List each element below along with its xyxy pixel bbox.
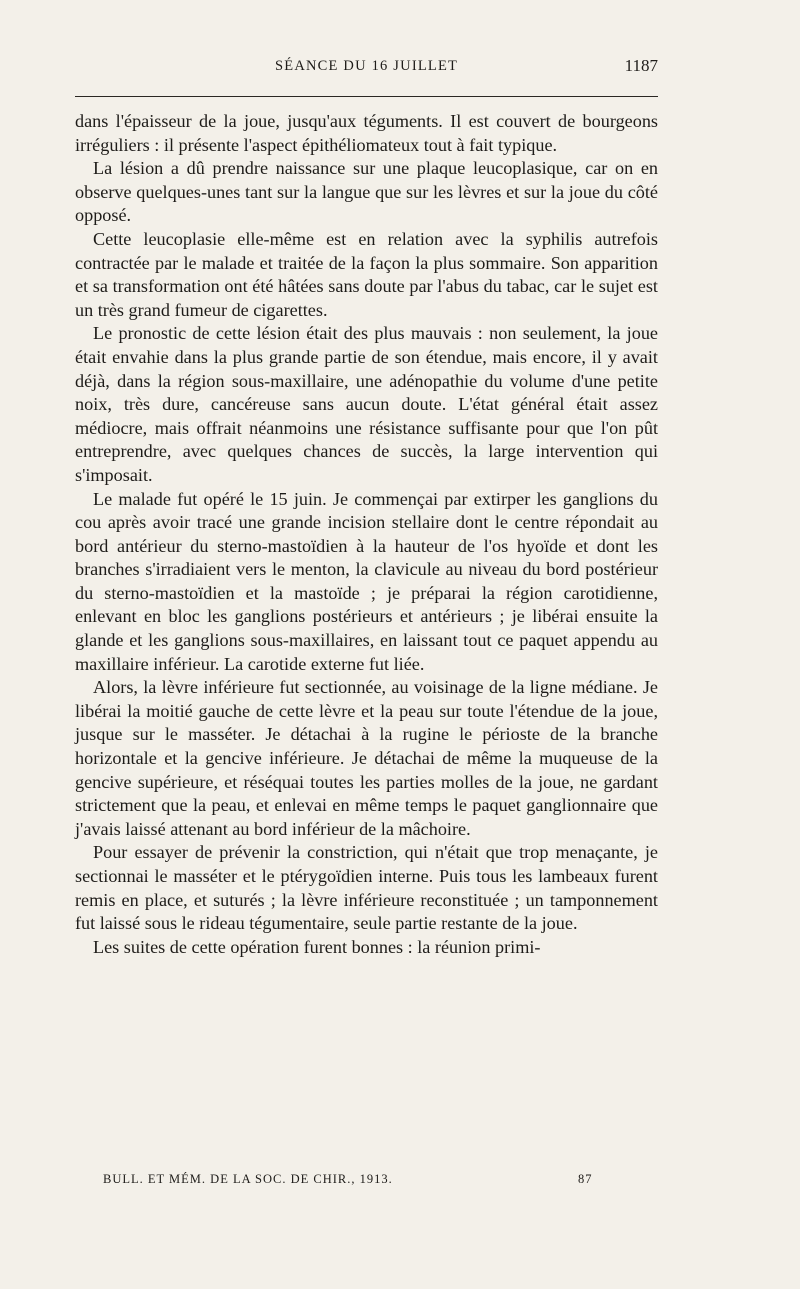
- paragraph: Le malade fut opéré le 15 juin. Je commençai par extirper les ganglions du cou après avoir tracé une grande incision stellaire dont le centre répondait au bord antérieur du sterno-mastoïdien à la hauteur de l'os hyoïde et dont les branches s'irradiaient vers le menton, la clavicule au niveau du bord postérieur du sterno-mastoïdien et la mastoïde ; je préparai la région carotidienne, enlevant en bloc les ganglions postérieurs et antérieurs ; je libérai ensuite la glande et les ganglions sous-maxillaires, en laissant tout ce paquet appendu au maxillaire inférieur. La carotide externe fut liée.: [75, 488, 658, 674]
- page-header: [75, 56, 658, 82]
- paragraph: Pour essayer de prévenir la constriction, qui n'était que trop menaçante, je sectionnai le masséter et le ptérygoïdien interne. Puis tous les lambeaux furent remis en place, et suturés ; la lèvre inférieure reconstituée ; un tamponnement fut laissé sous le rideau tégumentaire, seule partie restante de la joue.: [75, 842, 658, 934]
- paragraph: dans l'épaisseur de la joue, jusqu'aux téguments. Il est couvert de bourgeons irréguliers : il présente l'aspect épithéliomateux tout à fait typique.: [75, 111, 658, 155]
- page-number: 1187: [624, 56, 658, 75]
- paragraph: Cette leucoplasie elle-même est en relation avec la syphilis autrefois contractée par le malade et traitée de la façon la plus sommaire. Son apparition et sa transformation ont été hâtées sans doute par l'abus du tabac, car le sujet est un très grand fumeur de cigarettes.: [75, 228, 658, 320]
- page-footer: [75, 1172, 658, 1192]
- paragraph: Le pronostic de cette lésion était des plus mauvais : non seulement, la joue était envahie dans la plus grande partie de son étendue, mais encore, il y avait déjà, dans la région sous-maxillaire, une adénopathie du volume d'une petite noix, très dure, cancéreuse sans aucun doute. L'état général était assez médiocre, mais offrait néanmoins une résistance suffisante pour que l'on pût entreprendre, avec quelques chances de succès, la large intervention qui s'imposait.: [75, 323, 658, 485]
- body-text: [75, 110, 658, 959]
- signature-mark: 87: [578, 1172, 593, 1186]
- paragraph: Alors, la lèvre inférieure fut sectionnée, au voisinage de la ligne médiane. Je libérai la moitié gauche de cette lèvre et la peau sur toute l'étendue de la joue, jusque sur le masséter. Je détachai à la rugine le périoste de la branche horizontale et la gencive inférieure. Je détachai de même la muqueuse de la gencive supérieure, et réséquai toutes les parties molles de la joue, ne gardant strictement que la peau, et enlevai en même temps le paquet ganglionnaire que j'avais laissé attenant au bord inférieur de la mâchoire.: [75, 677, 658, 839]
- paragraph: La lésion a dû prendre naissance sur une plaque leucoplasique, car on en observe quelques-unes tant sur la langue que sur les lèvres et sur la joue du côté opposé.: [75, 158, 658, 226]
- running-title: SÉANCE DU 16 JUILLET: [275, 58, 459, 74]
- footer-source: BULL. ET MÉM. DE LA SOC. DE CHIR., 1913.: [103, 1172, 393, 1186]
- paragraph: Les suites de cette opération furent bonnes : la réunion primi-: [93, 936, 541, 957]
- document-page: [75, 0, 658, 1289]
- header-rule: [75, 96, 658, 97]
